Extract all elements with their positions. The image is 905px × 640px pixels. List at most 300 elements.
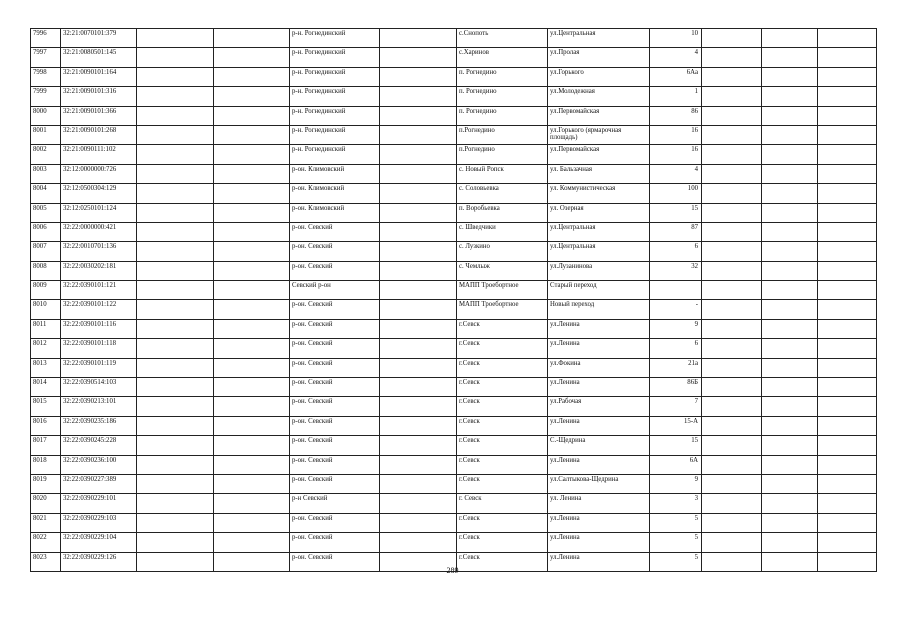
empty-cell bbox=[818, 436, 877, 455]
empty-cell bbox=[137, 125, 214, 144]
cadastral-number: 32:22:0390213:101 bbox=[61, 397, 137, 416]
empty-cell bbox=[702, 358, 762, 377]
table-row bbox=[31, 416, 877, 435]
empty-cell bbox=[702, 436, 762, 455]
empty-cell bbox=[762, 416, 818, 435]
empty-cell bbox=[818, 87, 877, 106]
district: р-н. Рогнединский bbox=[290, 106, 380, 125]
table-row bbox=[31, 164, 877, 183]
empty-cell bbox=[702, 455, 762, 474]
empty-cell bbox=[762, 436, 818, 455]
empty-cell bbox=[214, 397, 290, 416]
empty-cell bbox=[137, 300, 214, 319]
empty-cell bbox=[702, 300, 762, 319]
table-row bbox=[31, 203, 877, 222]
empty-cell bbox=[214, 358, 290, 377]
table-body bbox=[31, 29, 877, 572]
table-row bbox=[31, 67, 877, 86]
street: ул. Ленина bbox=[548, 494, 650, 513]
empty-cell bbox=[762, 242, 818, 261]
empty-cell bbox=[380, 436, 457, 455]
empty-cell bbox=[762, 319, 818, 338]
empty-cell bbox=[137, 339, 214, 358]
locality: п.Рогнедино bbox=[457, 145, 548, 164]
locality: с. Шведчики bbox=[457, 222, 548, 241]
empty-cell bbox=[762, 474, 818, 493]
empty-cell bbox=[380, 281, 457, 300]
locality: МАПП Троебортное bbox=[457, 281, 548, 300]
empty-cell bbox=[818, 416, 877, 435]
street: ул.Горького bbox=[548, 67, 650, 86]
street: ул.Центральная bbox=[548, 222, 650, 241]
cadastral-number: 32:22:0010701:136 bbox=[61, 242, 137, 261]
empty-cell bbox=[762, 203, 818, 222]
empty-cell bbox=[214, 378, 290, 397]
district: р-он. Климовский bbox=[290, 164, 380, 183]
empty-cell bbox=[762, 533, 818, 552]
row-number: 8010 bbox=[31, 300, 61, 319]
locality: г.Севск bbox=[457, 378, 548, 397]
cadastral-number: 32:22:0390235:186 bbox=[61, 416, 137, 435]
empty-cell bbox=[137, 281, 214, 300]
district: р-он. Севский bbox=[290, 242, 380, 261]
cadastral-number: 32:12:0000000:726 bbox=[61, 164, 137, 183]
page-number: 289 bbox=[446, 566, 459, 575]
row-number: 7999 bbox=[31, 87, 61, 106]
district: р-он. Севский bbox=[290, 416, 380, 435]
district: р-он. Севский bbox=[290, 319, 380, 338]
empty-cell bbox=[137, 533, 214, 552]
street: ул.Первомайская bbox=[548, 106, 650, 125]
house-number: 4 bbox=[650, 48, 702, 67]
empty-cell bbox=[214, 242, 290, 261]
empty-cell bbox=[762, 67, 818, 86]
empty-cell bbox=[214, 281, 290, 300]
row-number: 8000 bbox=[31, 106, 61, 125]
row-number: 8007 bbox=[31, 242, 61, 261]
empty-cell bbox=[702, 29, 762, 48]
row-number: 8015 bbox=[31, 397, 61, 416]
empty-cell bbox=[214, 494, 290, 513]
cadastral-number: 32:22:0390227:389 bbox=[61, 474, 137, 493]
cadastral-number: 32:22:0390245:228 bbox=[61, 436, 137, 455]
empty-cell bbox=[702, 319, 762, 338]
cadastral-number: 32:12:0250101:124 bbox=[61, 203, 137, 222]
street: ул.Первомайская bbox=[548, 145, 650, 164]
empty-cell bbox=[137, 358, 214, 377]
locality: г.Севск bbox=[457, 319, 548, 338]
empty-cell bbox=[380, 474, 457, 493]
empty-cell bbox=[214, 48, 290, 67]
district: р-он. Севский bbox=[290, 436, 380, 455]
empty-cell bbox=[762, 125, 818, 144]
district: р-н. Рогнединский bbox=[290, 145, 380, 164]
street: С.-Щедрина bbox=[548, 436, 650, 455]
empty-cell bbox=[762, 339, 818, 358]
house-number: 4 bbox=[650, 164, 702, 183]
locality: с. Лузкино bbox=[457, 242, 548, 261]
row-number: 7996 bbox=[31, 29, 61, 48]
empty-cell bbox=[380, 106, 457, 125]
empty-cell bbox=[214, 455, 290, 474]
empty-cell bbox=[762, 513, 818, 532]
house-number: 15 bbox=[650, 203, 702, 222]
empty-cell bbox=[762, 48, 818, 67]
district: р-н. Рогнединский bbox=[290, 125, 380, 144]
locality: с.Харинов bbox=[457, 48, 548, 67]
table-row bbox=[31, 378, 877, 397]
street: ул.Центральная bbox=[548, 29, 650, 48]
empty-cell bbox=[818, 513, 877, 532]
street: ул.Центральная bbox=[548, 242, 650, 261]
empty-cell bbox=[137, 67, 214, 86]
district: р-он. Севский bbox=[290, 474, 380, 493]
empty-cell bbox=[702, 145, 762, 164]
empty-cell bbox=[762, 29, 818, 48]
locality: г.Севск bbox=[457, 533, 548, 552]
empty-cell bbox=[137, 184, 214, 203]
empty-cell bbox=[214, 87, 290, 106]
empty-cell bbox=[702, 67, 762, 86]
empty-cell bbox=[702, 397, 762, 416]
empty-cell bbox=[380, 339, 457, 358]
locality: п. Рогнедино bbox=[457, 106, 548, 125]
empty-cell bbox=[380, 319, 457, 338]
street: ул.Ленина bbox=[548, 416, 650, 435]
cadastral-number: 32:22:0390236:100 bbox=[61, 455, 137, 474]
empty-cell bbox=[380, 300, 457, 319]
empty-cell bbox=[214, 300, 290, 319]
district: р-он. Севский bbox=[290, 339, 380, 358]
empty-cell bbox=[214, 29, 290, 48]
empty-cell bbox=[380, 87, 457, 106]
empty-cell bbox=[214, 339, 290, 358]
cadastral-number: 32:22:0000000:421 bbox=[61, 222, 137, 241]
district: р-н. Рогнединский bbox=[290, 29, 380, 48]
district: р-он. Севский bbox=[290, 222, 380, 241]
empty-cell bbox=[214, 533, 290, 552]
empty-cell bbox=[137, 319, 214, 338]
empty-cell bbox=[137, 416, 214, 435]
empty-cell bbox=[818, 397, 877, 416]
house-number: 5 bbox=[650, 552, 702, 571]
table-row bbox=[31, 261, 877, 280]
house-number: 100 bbox=[650, 184, 702, 203]
table-row bbox=[31, 29, 877, 48]
empty-cell bbox=[214, 513, 290, 532]
house-number: 6А bbox=[650, 455, 702, 474]
row-number: 8022 bbox=[31, 533, 61, 552]
empty-cell bbox=[702, 184, 762, 203]
locality: с.Снопоть bbox=[457, 29, 548, 48]
empty-cell bbox=[818, 319, 877, 338]
locality: п. Рогнедино bbox=[457, 67, 548, 86]
house-number: 9 bbox=[650, 319, 702, 338]
table-row bbox=[31, 300, 877, 319]
empty-cell bbox=[818, 164, 877, 183]
empty-cell bbox=[214, 203, 290, 222]
street: ул.Рабочая bbox=[548, 397, 650, 416]
house-number: 5 bbox=[650, 533, 702, 552]
empty-cell bbox=[702, 164, 762, 183]
row-number: 8009 bbox=[31, 281, 61, 300]
district: Севский р-он bbox=[290, 281, 380, 300]
row-number: 8023 bbox=[31, 552, 61, 571]
empty-cell bbox=[818, 474, 877, 493]
locality: г.Севск bbox=[457, 513, 548, 532]
table-row bbox=[31, 455, 877, 474]
empty-cell bbox=[380, 416, 457, 435]
empty-cell bbox=[818, 29, 877, 48]
empty-cell bbox=[137, 242, 214, 261]
house-number bbox=[650, 281, 702, 300]
street: ул.Ленина bbox=[548, 455, 650, 474]
district: р-н Севский bbox=[290, 494, 380, 513]
street: ул.Горького (ярмарочная площадь) bbox=[548, 125, 650, 144]
empty-cell bbox=[818, 184, 877, 203]
empty-cell bbox=[702, 87, 762, 106]
cadastral-number: 32:21:0090101:164 bbox=[61, 67, 137, 86]
street: ул.Ленина bbox=[548, 533, 650, 552]
empty-cell bbox=[762, 397, 818, 416]
empty-cell bbox=[380, 125, 457, 144]
locality: г. Севск bbox=[457, 494, 548, 513]
row-number: 7998 bbox=[31, 67, 61, 86]
locality: г.Севск bbox=[457, 552, 548, 571]
row-number: 8020 bbox=[31, 494, 61, 513]
table-row bbox=[31, 106, 877, 125]
empty-cell bbox=[137, 29, 214, 48]
empty-cell bbox=[137, 474, 214, 493]
registry-table bbox=[30, 28, 877, 572]
street: ул.Ленина bbox=[548, 339, 650, 358]
table-row bbox=[31, 222, 877, 241]
cadastral-number: 32:22:0390101:121 bbox=[61, 281, 137, 300]
row-number: 8001 bbox=[31, 125, 61, 144]
empty-cell bbox=[214, 145, 290, 164]
row-number: 8016 bbox=[31, 416, 61, 435]
district: р-н. Рогнединский bbox=[290, 67, 380, 86]
district: р-он. Севский bbox=[290, 552, 380, 571]
empty-cell bbox=[762, 300, 818, 319]
empty-cell bbox=[137, 378, 214, 397]
empty-cell bbox=[702, 125, 762, 144]
house-number: 16 bbox=[650, 145, 702, 164]
empty-cell bbox=[762, 281, 818, 300]
row-number: 8006 bbox=[31, 222, 61, 241]
empty-cell bbox=[137, 494, 214, 513]
empty-cell bbox=[214, 319, 290, 338]
table-row bbox=[31, 184, 877, 203]
empty-cell bbox=[380, 48, 457, 67]
row-number: 8019 bbox=[31, 474, 61, 493]
house-number: 6 bbox=[650, 242, 702, 261]
district: р-он. Севский bbox=[290, 455, 380, 474]
row-number: 8018 bbox=[31, 455, 61, 474]
district: р-он. Севский bbox=[290, 378, 380, 397]
cadastral-number: 32:21:0090101:268 bbox=[61, 125, 137, 144]
row-number: 7997 bbox=[31, 48, 61, 67]
empty-cell bbox=[818, 494, 877, 513]
table-row bbox=[31, 339, 877, 358]
empty-cell bbox=[214, 106, 290, 125]
street: ул. Бальзачная bbox=[548, 164, 650, 183]
empty-cell bbox=[818, 145, 877, 164]
empty-cell bbox=[380, 184, 457, 203]
empty-cell bbox=[380, 242, 457, 261]
street: ул.Ленина bbox=[548, 378, 650, 397]
empty-cell bbox=[702, 339, 762, 358]
house-number: 7 bbox=[650, 397, 702, 416]
cadastral-number: 32:21:0090101:366 bbox=[61, 106, 137, 125]
empty-cell bbox=[762, 494, 818, 513]
empty-cell bbox=[762, 87, 818, 106]
cadastral-number: 32:22:0390229:126 bbox=[61, 552, 137, 571]
table-row bbox=[31, 494, 877, 513]
empty-cell bbox=[137, 436, 214, 455]
locality: г.Севск bbox=[457, 358, 548, 377]
empty-cell bbox=[818, 261, 877, 280]
empty-cell bbox=[762, 378, 818, 397]
table-row bbox=[31, 281, 877, 300]
street: ул.Пролая bbox=[548, 48, 650, 67]
empty-cell bbox=[214, 184, 290, 203]
empty-cell bbox=[702, 533, 762, 552]
empty-cell bbox=[214, 164, 290, 183]
empty-cell bbox=[762, 184, 818, 203]
row-number: 8014 bbox=[31, 378, 61, 397]
empty-cell bbox=[762, 145, 818, 164]
empty-cell bbox=[702, 513, 762, 532]
table-row bbox=[31, 319, 877, 338]
empty-cell bbox=[380, 455, 457, 474]
empty-cell bbox=[380, 533, 457, 552]
empty-cell bbox=[214, 125, 290, 144]
house-number: 10 bbox=[650, 29, 702, 48]
empty-cell bbox=[762, 164, 818, 183]
table-row bbox=[31, 436, 877, 455]
empty-cell bbox=[818, 358, 877, 377]
locality: п. Рогнедино bbox=[457, 87, 548, 106]
cadastral-number: 32:22:0030202:181 bbox=[61, 261, 137, 280]
house-number: 6 bbox=[650, 339, 702, 358]
district: р-он. Севский bbox=[290, 513, 380, 532]
locality: г.Севск bbox=[457, 339, 548, 358]
empty-cell bbox=[380, 164, 457, 183]
house-number: - bbox=[650, 300, 702, 319]
row-number: 8008 bbox=[31, 261, 61, 280]
table-row bbox=[31, 533, 877, 552]
empty-cell bbox=[137, 222, 214, 241]
cadastral-number: 32:21:0090101:316 bbox=[61, 87, 137, 106]
empty-cell bbox=[380, 67, 457, 86]
empty-cell bbox=[137, 106, 214, 125]
house-number: 1 bbox=[650, 87, 702, 106]
empty-cell bbox=[702, 281, 762, 300]
empty-cell bbox=[380, 222, 457, 241]
cadastral-number: 32:21:0070101:379 bbox=[61, 29, 137, 48]
empty-cell bbox=[762, 261, 818, 280]
empty-cell bbox=[818, 281, 877, 300]
empty-cell bbox=[137, 513, 214, 532]
table-row bbox=[31, 397, 877, 416]
table-row bbox=[31, 513, 877, 532]
empty-cell bbox=[137, 145, 214, 164]
empty-cell bbox=[818, 533, 877, 552]
street: ул. Коммунистическая bbox=[548, 184, 650, 203]
empty-cell bbox=[137, 87, 214, 106]
street: ул. Озерная bbox=[548, 203, 650, 222]
empty-cell bbox=[702, 222, 762, 241]
cadastral-number: 32:21:0090111:102 bbox=[61, 145, 137, 164]
house-number: 9 bbox=[650, 474, 702, 493]
empty-cell bbox=[137, 455, 214, 474]
empty-cell bbox=[702, 416, 762, 435]
street: Новый переход bbox=[548, 300, 650, 319]
empty-cell bbox=[762, 222, 818, 241]
empty-cell bbox=[137, 164, 214, 183]
table-row bbox=[31, 145, 877, 164]
house-number: 15 bbox=[650, 436, 702, 455]
row-number: 8003 bbox=[31, 164, 61, 183]
row-number: 8011 bbox=[31, 319, 61, 338]
table-row bbox=[31, 474, 877, 493]
empty-cell bbox=[818, 339, 877, 358]
table-row bbox=[31, 125, 877, 144]
empty-cell bbox=[214, 261, 290, 280]
cadastral-number: 32:22:0390229:104 bbox=[61, 533, 137, 552]
row-number: 8005 bbox=[31, 203, 61, 222]
house-number: 3 bbox=[650, 494, 702, 513]
empty-cell bbox=[702, 261, 762, 280]
empty-cell bbox=[214, 474, 290, 493]
house-number: 5 bbox=[650, 513, 702, 532]
locality: г.Севск bbox=[457, 474, 548, 493]
empty-cell bbox=[214, 416, 290, 435]
street: ул.Лузанинова bbox=[548, 261, 650, 280]
empty-cell bbox=[380, 378, 457, 397]
empty-cell bbox=[818, 125, 877, 144]
street: ул.Ленина bbox=[548, 552, 650, 571]
empty-cell bbox=[214, 436, 290, 455]
house-number: 6Аа bbox=[650, 67, 702, 86]
cadastral-number: 32:22:0390101:119 bbox=[61, 358, 137, 377]
empty-cell bbox=[762, 358, 818, 377]
locality: п. Воробьевка bbox=[457, 203, 548, 222]
cadastral-number: 32:22:0390229:101 bbox=[61, 494, 137, 513]
street: ул.Молодежная bbox=[548, 87, 650, 106]
empty-cell bbox=[818, 48, 877, 67]
empty-cell bbox=[137, 397, 214, 416]
row-number: 8012 bbox=[31, 339, 61, 358]
table-row bbox=[31, 87, 877, 106]
district: р-он. Климовский bbox=[290, 184, 380, 203]
row-number: 8002 bbox=[31, 145, 61, 164]
empty-cell bbox=[380, 145, 457, 164]
empty-cell bbox=[702, 378, 762, 397]
row-number: 8017 bbox=[31, 436, 61, 455]
house-number: 15-А bbox=[650, 416, 702, 435]
table-row bbox=[31, 358, 877, 377]
empty-cell bbox=[818, 222, 877, 241]
empty-cell bbox=[380, 397, 457, 416]
empty-cell bbox=[137, 48, 214, 67]
empty-cell bbox=[702, 494, 762, 513]
street: ул.Салтыкова-Щедрина bbox=[548, 474, 650, 493]
district: р-он. Климовский bbox=[290, 203, 380, 222]
street: Старый переход bbox=[548, 281, 650, 300]
locality: г.Севск bbox=[457, 416, 548, 435]
